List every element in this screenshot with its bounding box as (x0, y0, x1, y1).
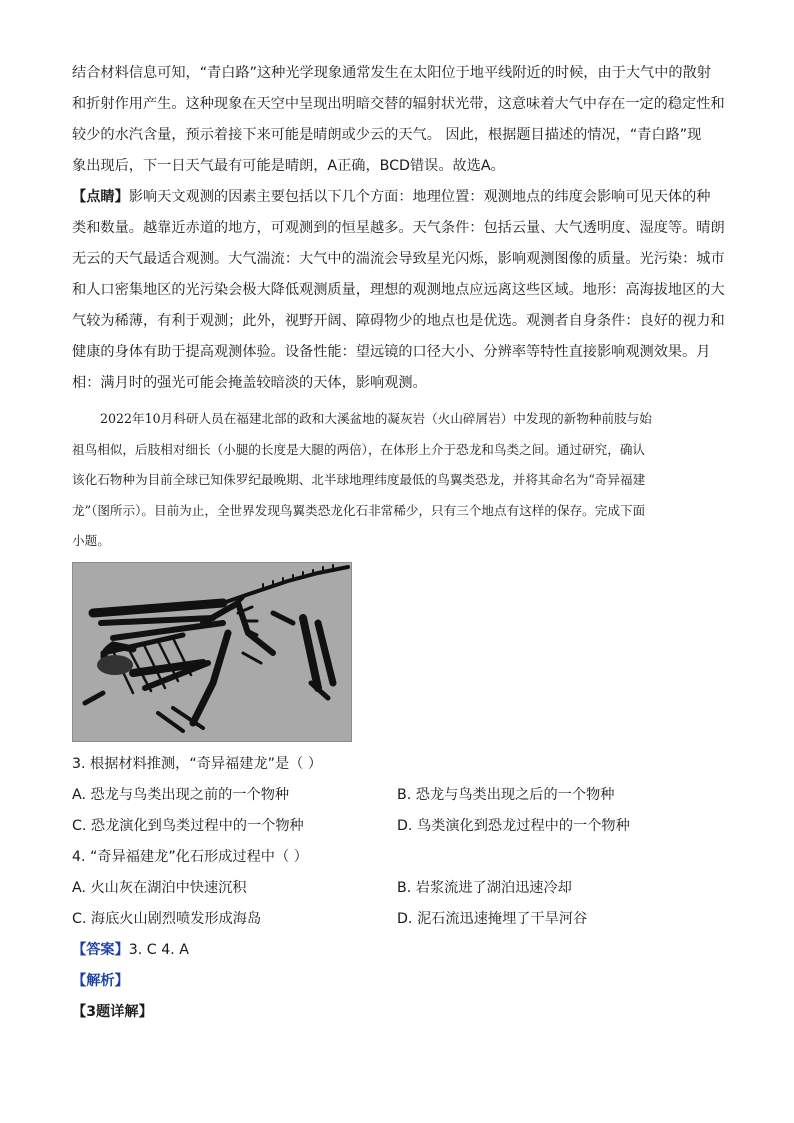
dianjing-line: 无云的天气最适合观测。大气湍流：大气中的湍流会导致星光闪烁，影响观测图像的质量。光污染：城市 (72, 251, 725, 267)
dianjing-line: 气较为稀薄，有利于观测；此外，视野开阔、障碍物少的地点也是优选。观测者自身条件：良好的视力和 (72, 313, 725, 329)
dianjing-text: 影响天文观测的因素主要包括以下几个方面：地理位置：观测地点的纬度会影响可见天体的种 (128, 189, 711, 205)
answer-line (72, 940, 189, 960)
material-line: 2022年10月科研人员在福建北部的政和大溪盆地的凝灰岩（火山碎屑岩）中发现的新物种前肢与始 (100, 411, 652, 426)
dianjing-tag: 【点睛】 (72, 189, 129, 205)
dianjing-line: 相：满月时的强光可能会掩盖较暗淡的天体，影响观测。 (72, 375, 427, 391)
question-3-option-d[interactable]: D. 鸟类演化到恐龙过程中的一个物种 (397, 818, 630, 834)
dianjing-section (72, 182, 725, 399)
answer-tag: 【答案】 (72, 942, 129, 958)
intro-line: 结合材料信息可知，“青白路”这种光学现象通常发生在太阳位于地平线附近的时候，由于大气中的散射 (72, 65, 711, 81)
answer-text: 3. C 4. A (128, 942, 189, 958)
material-line: 祖鸟相似，后肢相对细长（小腿的长度是大腿的两倍），在体形上介于恐龙和鸟类之间。通过研究，确认 (72, 441, 646, 457)
material-line: 小题。 (72, 533, 110, 548)
fossil-figure (72, 562, 352, 742)
material-line: 龙”（图所示）。目前为止，全世界发现鸟翼类恐龙化石非常稀少，只有三个地点有这样的保存。完成下面 (72, 502, 646, 518)
material-paragraph (72, 404, 722, 557)
intro-line: 和折射作用产生。这种现象在天空中呈现出明暗交替的辐射状光带，这意味着大气中存在一定的稳定性和 (72, 96, 725, 112)
intro-line: 象出现后，下一日天气最有可能是晴朗，A正确，BCD错误。故选A。 (72, 158, 505, 174)
dianjing-first-line (72, 182, 722, 213)
question-4-option-d[interactable]: D. 泥石流迅速掩埋了干旱河谷 (397, 911, 588, 927)
question-4-option-a[interactable]: A. 火山灰在湖泊中快速沉积 (72, 880, 247, 896)
question-3-stem: 3. 根据材料推测，“奇异福建龙”是（ ） (72, 756, 323, 772)
question-4-option-b[interactable]: B. 岩浆流进了湖泊迅速冷却 (397, 880, 572, 896)
dianjing-line: 类和数量。越靠近赤道的地方，可观测到的恒星越多。天气条件：包括云量、大气透明度、湿度等。晴朗 (72, 220, 725, 236)
question-4-option-c[interactable]: C. 海底火山剧烈喷发形成海岛 (72, 911, 262, 927)
dianjing-line: 健康的身体有助于提高观测体验。设备性能：望远镜的口径大小、分辨率等特性直接影响观测效果。月 (72, 344, 711, 360)
dianjing-line: 和人口密集地区的光污染会极大降低观测质量，理想的观测地点应远离这些区域。地形：高海拔地区的大 (72, 282, 725, 298)
detail-tag: 【3题详解】 (72, 1004, 153, 1020)
analysis-tag: 【解析】 (72, 973, 129, 989)
question-3-option-a[interactable]: A. 恐龙与鸟类出现之前的一个物种 (72, 787, 290, 803)
fossil-skeleton-icon (73, 563, 352, 742)
material-line: 该化石物种为目前全球已知侏罗纪最晚期、北半球地理纬度最低的鸟翼类恐龙，并将其命名为“奇异福建 (72, 472, 646, 487)
question-3-option-c[interactable]: C. 恐龙演化到鸟类过程中的一个物种 (72, 818, 304, 834)
intro-paragraph (72, 58, 725, 182)
question-4-stem: 4. “奇异福建龙”化石形成过程中（ ） (72, 849, 308, 865)
question-3-option-b[interactable]: B. 恐龙与鸟类出现之后的一个物种 (397, 787, 615, 803)
intro-line: 较少的水汽含量，预示着接下来可能是晴朗或少云的天气。 因此，根据题目描述的情况，“青白路”现 (72, 127, 702, 143)
